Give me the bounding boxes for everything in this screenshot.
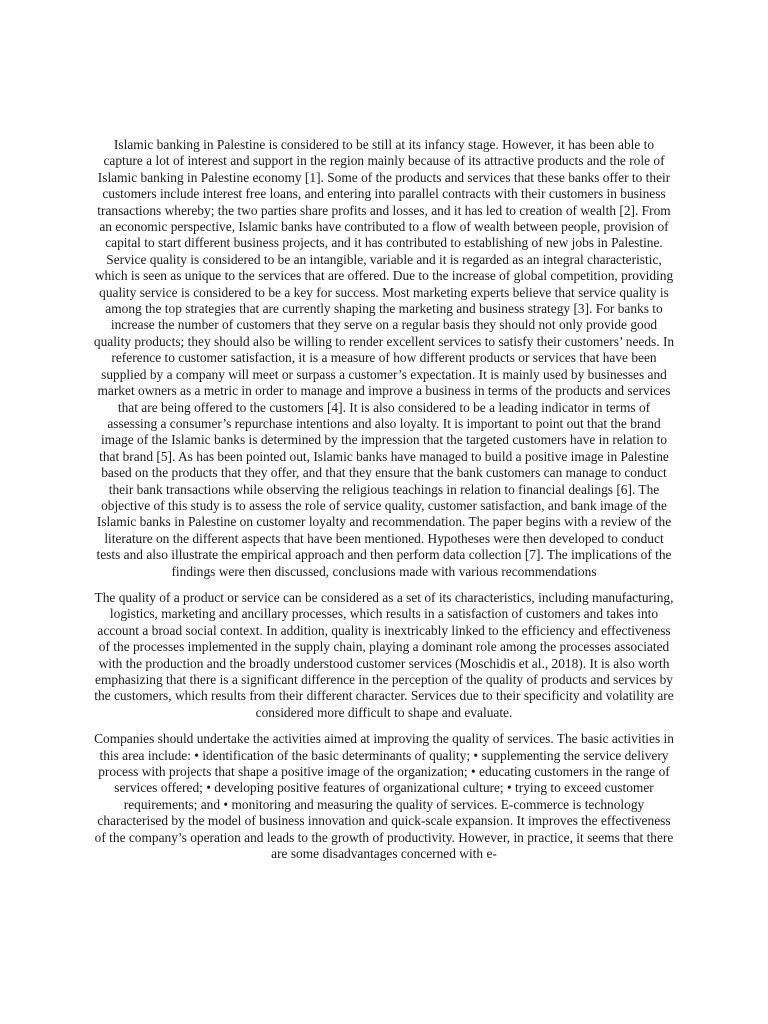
paragraph-quality-definition: The quality of a product or service can be considered as a set of its characteristics, including manufacturing, logistics, marketing and ancillary processes, which results in a satisfaction of customers and takes into account a broad social context. In addition, quality is inextricably linked to the efficiency and effectiveness of the processes implemented in the supply chain, playing a dominant role among the processes associated with the production and the broadly understood customer services (Moschidis et al., 2018). It is also worth emphasizing that there is a significant difference in the perception of the quality of products and services by the customers, which results from their different character. Services due to their specificity and volatility are considered more difficult to shape and evaluate. <box>94 589 674 720</box>
document-body <box>93 137 675 862</box>
paragraph-service-quality-activities: Companies should undertake the activities aimed at improving the quality of services. The basic activities in this area include: • identification of the basic determinants of quality; • supplementing the service delivery process with projects that shape a positive image of the organization; • educating customers in the range of services offered; • developing positive features of organizational culture; • trying to exceed customer requirements; and • monitoring and measuring the quality of services. E-commerce is technology characterised by the model of business innovation and quick-scale expansion. It improves the effectiveness of the company’s operation and leads to the growth of productivity. However, in practice, it seems that there are some disadvantages concerned with e- <box>94 731 674 862</box>
paragraph-islamic-banking-intro: Islamic banking in Palestine is considered to be still at its infancy stage. However, it has been able to capture a lot of interest and support in the region mainly because of its attractive products and the role of Islamic banking in Palestine economy [1]. Some of the products and services that these banks offer to their customers include interest free loans, and entering into parallel contracts with their customers in business transactions whereby; the two parties share profits and losses, and it has led to creation of wealth [2]. From an economic perspective, Islamic banks have contributed to a flow of wealth between people, provision of capital to start different business projects, and it has contributed to establishing of new jobs in Palestine. Service quality is considered to be an intangible, variable and it is regarded as an integral characteristic, which is seen as unique to the services that are offered. Due to the increase of global competition, providing quality service is considered to be a key for success. Most marketing experts believe that service quality is among the top strategies that are currently shaping the marketing and business strategy [3]. For banks to increase the number of customers that they serve on a regular basis they should not only provide good quality products; they should also be willing to render excellent services to satisfy their customers’ needs. In reference to customer satisfaction, it is a measure of how different products or services that have been supplied by a company will meet or surpass a customer’s expectation. It is mainly used by businesses and market owners as a metric in order to manage and improve a business in terms of the products and services that are being offered to the customers [4]. It is also considered to be a leading indicator in terms of assessing a consumer’s repurchase intentions and also loyalty. It is important to point out that the brand image of the Islamic banks is determined by the impression that the targeted customers have in relation to that brand [5]. As has been pointed out, Islamic banks have managed to build a positive image in Palestine based on the products that they offer, and that they ensure that the bank customers can manage to conduct their bank transactions while observing the religious teachings in relation to financial dealings [6]. The objective of this study is to assess the role of service quality, customer satisfaction, and bank image of the Islamic banks in Palestine on customer loyalty and recommendation. The paper begins with a review of the literature on the different aspects that have been mentioned. Hypotheses were then developed to conduct tests and also illustrate the empirical approach and then perform data collection [7]. The implications of the findings were then discussed, conclusions made with various recommendations <box>93 137 675 579</box>
